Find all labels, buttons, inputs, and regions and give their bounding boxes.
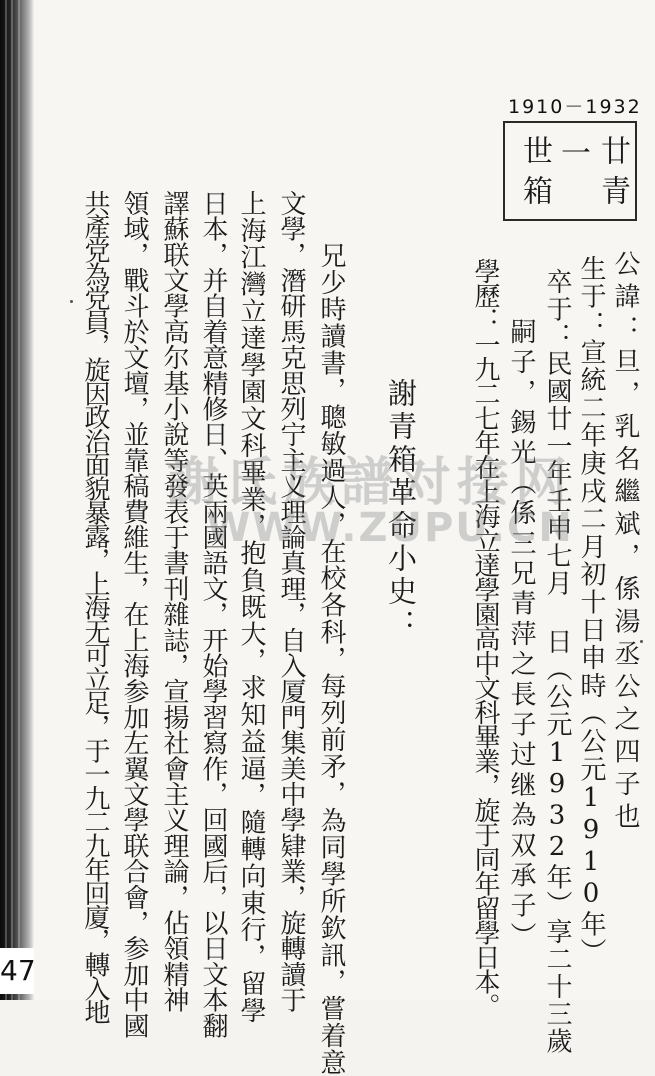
bio-line-name: 公諱：旦，乳名繼斌，係湯丞公之四子也: [610, 250, 640, 835]
essay-column: 文學，潛研馬克思列宁主义理論真理，自入厦門集美中學肄業，旋轉讀于: [276, 190, 306, 1013]
name-title-box: [503, 121, 637, 221]
essay-column: 共產党為党員，旋因政治面貌暴露，上海无可立足，于一九二九年回廈，轉入地: [80, 190, 110, 1024]
bio-line-heir: 嗣子，錫光（係三兄青萍之長子过继為双承子）: [506, 318, 536, 953]
essay-title: 謝青箱革命小史：: [384, 378, 418, 642]
title-column-right: 廿青: [595, 135, 630, 215]
essay-column: 譯蘇联文學高尔基小說等發表于書刊雜誌，宣揚社會主义理論，佔領精神: [159, 190, 189, 1013]
scan-speck: [70, 300, 73, 303]
essay-column: 領域，戰斗於文壇，並靠稿費維生，在上海参加左翼文學联合會，参加中國: [119, 190, 149, 1039]
life-years: 1910－1932: [508, 96, 642, 118]
scan-speck: [640, 640, 643, 643]
book-binding-edge: [0, 0, 34, 1000]
bio-line-birth: 生于：宣統二年庚戌二月初十日申時（公元1910年）: [576, 255, 606, 966]
page-number: 47: [0, 948, 34, 994]
title-column-left: 世箱: [517, 135, 552, 215]
essay-column: 日本，并自着意精修日、英兩國語文，开始學習寫作，回國后，以日文本翻: [198, 190, 228, 1039]
essay-column: 兄少時讀書，聰敏過人，在校各科，每列前矛，為同學所欽訊，嘗着意: [316, 242, 346, 1076]
watermark-text: 謝氏族譜对接网: [166, 453, 573, 513]
bio-line-death: 卒于：民國廿一年壬申七月 日（公元1932年）享二十三歲: [542, 268, 572, 1056]
watermark-url: WWW.ZUPU.CN: [206, 505, 574, 551]
title-column-middle: 一: [555, 137, 590, 177]
essay-column: 上海江灣立達學園文科畢業，抱負既大，求知益逼，隨轉向東行，留學: [236, 190, 266, 1024]
bio-line-education: 學歷：一九二七年在上海立達學園高中文科畢業，旋于同年留學日本。: [470, 258, 500, 1018]
